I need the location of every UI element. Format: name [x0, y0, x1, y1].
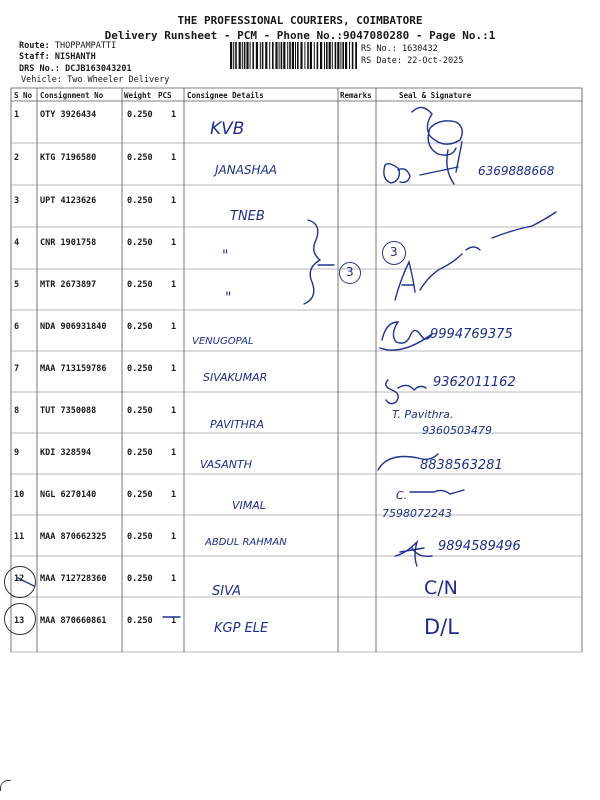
- consignment-cell: KDI 328594: [40, 448, 92, 458]
- runsheet-subtitle: Delivery Runsheet - PCM - Phone No.:9047080280 - Page No.:1: [104, 29, 496, 42]
- weight-cell: 0.250: [127, 532, 153, 542]
- consignee-handwriting: TNEB: [230, 209, 265, 224]
- consignee-handwriting: ": [222, 248, 229, 264]
- weight-cell: 0.250: [127, 406, 153, 416]
- sno-cell: 7: [14, 364, 20, 374]
- page-fold-mark: [0, 780, 11, 791]
- weight-cell: 0.250: [127, 196, 153, 206]
- phone-handwriting: 7598072243: [382, 507, 452, 520]
- phone-handwriting: 9894589496: [438, 539, 521, 554]
- phone-handwriting: 8838563281: [420, 458, 503, 473]
- circle-mark-label: 3: [390, 245, 398, 259]
- weight-cell: 0.250: [127, 153, 153, 163]
- pcs-cell: 1: [171, 196, 177, 206]
- consignment-cell: UPT 4123626: [40, 196, 97, 206]
- signature-scribble-row1: [412, 107, 462, 155]
- sno-cell: 5: [14, 280, 20, 290]
- rs-no-line: RS No.: 1630432: [361, 44, 438, 54]
- rs-no-value: 1630432: [401, 44, 438, 54]
- col-header-sno: S No: [14, 91, 33, 100]
- sno-cell: 6: [14, 322, 20, 332]
- consignment-cell: MTR 2673897: [40, 280, 97, 290]
- status-handwriting: D/L: [424, 615, 459, 639]
- consignment-cell: NDA 906931840: [40, 322, 107, 332]
- weight-cell: 0.250: [127, 616, 153, 626]
- sno-cell: 10: [14, 490, 25, 500]
- consignee-handwriting: ": [225, 290, 232, 306]
- consignee-handwriting: JANASHAA: [215, 163, 277, 177]
- consignment-cell: MAA 713159786: [40, 364, 107, 374]
- col-header-weight: Weight: [124, 91, 152, 100]
- pcs-cell: 1: [171, 238, 177, 248]
- pcs-cell: 1: [171, 110, 177, 120]
- signature-name: C.: [396, 489, 408, 502]
- signature-scribble-row6: [380, 322, 432, 350]
- col-header-pcs: PCS: [158, 91, 172, 100]
- signature-scribble-row11: [395, 542, 432, 566]
- consignee-handwriting: VASANTH: [200, 458, 253, 471]
- pcs-cell: 1: [171, 280, 177, 290]
- signature-scribble-row9: [378, 454, 438, 470]
- weight-cell: 0.250: [127, 574, 153, 584]
- consignment-cell: CNR 1901758: [40, 238, 97, 248]
- col-header-remarks: Remarks: [340, 91, 372, 100]
- pcs-cell: 1: [171, 153, 177, 163]
- consignment-cell: MAA 870662325: [40, 532, 107, 542]
- sno-cell: 2: [14, 153, 20, 163]
- pcs-cell: 1: [171, 364, 177, 374]
- weight-cell: 0.250: [127, 110, 153, 120]
- consignee-handwriting: VENUGOPAL: [192, 336, 254, 347]
- weight-cell: 0.250: [127, 280, 153, 290]
- sno-cell: 3: [14, 196, 20, 206]
- col-header-consignment: Consignment No: [40, 91, 104, 100]
- sno-cell: 1: [14, 110, 20, 120]
- signature-name: T. Pavithra.: [392, 408, 454, 421]
- phone-handwriting: 9994769375: [430, 327, 513, 342]
- pcs-cell: 1: [171, 490, 177, 500]
- circle-mark-label: 3: [346, 265, 354, 279]
- pcs-cell: 1: [171, 574, 177, 584]
- signature-scribble-row7: [386, 380, 426, 404]
- consignment-cell: OTY 3926434: [40, 110, 97, 120]
- staff-value: NISHANTH: [54, 52, 96, 62]
- status-handwriting: C/N: [424, 577, 458, 599]
- weight-cell: 0.250: [127, 364, 153, 374]
- vehicle-value: Two Wheeler Delivery: [67, 75, 170, 85]
- sno-cell: 9: [14, 448, 20, 458]
- sno-cell: 11: [14, 532, 25, 542]
- drs-value: DCJB163043201: [65, 64, 132, 74]
- pcs-cell: 1: [171, 616, 177, 626]
- consignment-cell: MAA 870660861: [40, 616, 107, 626]
- consignee-handwriting: PAVITHRA: [210, 418, 264, 431]
- signature-scribble-row4: [395, 247, 480, 300]
- weight-cell: 0.250: [127, 490, 153, 500]
- pcs-cell: 1: [171, 448, 177, 458]
- consignee-handwriting: SIVAKUMAR: [203, 371, 268, 384]
- col-header-consignee: Consignee Details: [187, 91, 264, 100]
- consignment-cell: TUT 7350088: [40, 406, 97, 416]
- weight-cell: 0.250: [127, 448, 153, 458]
- pcs-cell: 1: [171, 532, 177, 542]
- weight-cell: 0.250: [127, 322, 153, 332]
- consignee-handwriting: KGP ELE: [214, 621, 269, 636]
- route-value: THOPPAMPATTI: [54, 41, 117, 51]
- circle-mark-signature: [382, 241, 406, 265]
- vehicle-line: Vehicle: Two Wheeler Delivery: [21, 75, 170, 85]
- consignment-cell: KTG 7196580: [40, 153, 97, 163]
- phone-handwriting: 9362011162: [433, 375, 516, 390]
- rs-date-value: 22-Oct-2025: [407, 56, 464, 66]
- sno-cell: 13: [14, 616, 25, 626]
- signature-scribble-top: [492, 212, 556, 238]
- consignee-handwriting: KVB: [210, 119, 245, 139]
- grouping-brace: [304, 220, 320, 304]
- phone-handwriting: 6369888668: [478, 164, 555, 178]
- row-circle-12: [4, 566, 36, 598]
- circle-mark-group: [339, 262, 361, 284]
- signature-scribble-row10: [410, 490, 464, 494]
- pcs-cell: 1: [171, 406, 177, 416]
- weight-cell: 0.250: [127, 238, 153, 248]
- row-circle-13: [4, 603, 36, 635]
- rs-date-line: RS Date: 22-Oct-2025: [361, 56, 464, 66]
- pcs-cell: 1: [171, 322, 177, 332]
- company-title: THE PROFESSIONAL COURIERS, COIMBATORE: [177, 14, 423, 27]
- staff-line: Staff: NISHANTH: [19, 52, 96, 62]
- sno-cell: 12: [14, 574, 25, 584]
- route-line: Route: THOPPAMPATTI: [19, 41, 117, 51]
- sno-cell: 8: [14, 406, 20, 416]
- consignee-handwriting: ABDUL RAHMAN: [205, 537, 287, 548]
- sno-cell: 4: [14, 238, 20, 248]
- col-header-signature: Seal & Signature: [399, 91, 472, 100]
- consignment-cell: NGL 6270140: [40, 490, 97, 500]
- phone-handwriting: 9360503479: [422, 424, 492, 437]
- consignment-cell: MAA 712728360: [40, 574, 107, 584]
- drs-line: DRS No.: DCJB163043201: [19, 64, 132, 74]
- consignee-handwriting: SIVA: [212, 584, 241, 599]
- consignee-handwriting: VIMAL: [232, 499, 266, 512]
- signature-scribble-row2: [384, 142, 462, 184]
